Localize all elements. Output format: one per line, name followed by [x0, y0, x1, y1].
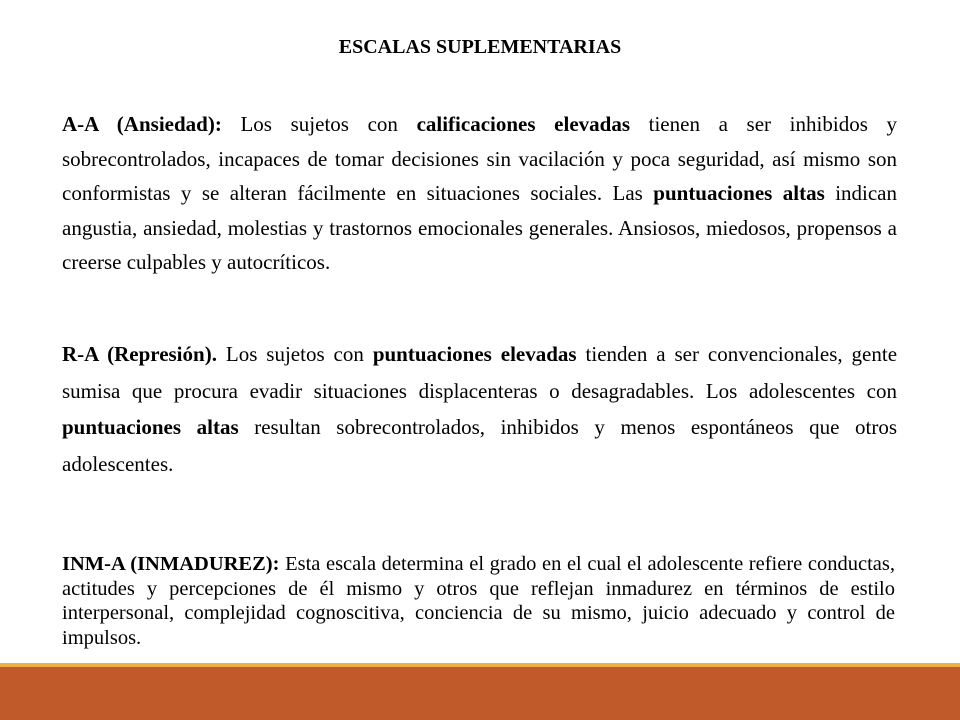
footer-accent-band — [0, 667, 960, 720]
section-inmadurez — [62, 552, 895, 650]
section-heading: A-A (Ansiedad): — [62, 112, 222, 136]
section-heading: INM-A (INMADUREZ): — [62, 553, 280, 575]
section-bold-text: puntuaciones elevadas — [372, 342, 577, 366]
section-text: Esta escala determina el grado en el cual el adolescente refiere conductas, actitudes y percepciones de él mismo y otros que reflejan inmadurez en términos de estilo interpersonal, complejidad cognoscitiva, conciencia de su mismo, juicio adecuado y control de impulsos. — [62, 553, 895, 649]
section-text: resultan sobrecontrolados, inhibidos y menos espontáneos que otros adolescentes. — [62, 415, 898, 476]
section-represion — [62, 336, 897, 482]
section-text: Los sujetos con — [221, 112, 417, 136]
section-ansiedad — [62, 107, 897, 280]
section-bold-text: calificaciones elevadas — [416, 112, 630, 136]
section-bold-text: puntuaciones altas — [62, 415, 239, 439]
section-text: tienden a ser convencionales, gente sumisa que procura evadir situaciones displacenteras o desagradables. Los adolescentes con — [62, 342, 898, 403]
section-text: tienen a ser inhibidos y sobrecontrolados, incapaces de tomar decisiones sin vacilación y poca seguridad, así mismo son conformistas y se alteran fácilmente en situaciones sociales. Las — [62, 112, 898, 205]
section-bold-text: puntuaciones altas — [653, 181, 825, 205]
slide-title: ESCALAS SUPLEMENTARIAS — [338, 36, 622, 58]
section-text: Los sujetos con — [216, 342, 373, 366]
section-heading: R-A (Represión). — [62, 342, 217, 366]
section-text: indican angustia, ansiedad, molestias y trastornos emocionales generales. Ansiosos, miedosos, propensos a creerse culpables y autocríticos. — [62, 181, 898, 274]
